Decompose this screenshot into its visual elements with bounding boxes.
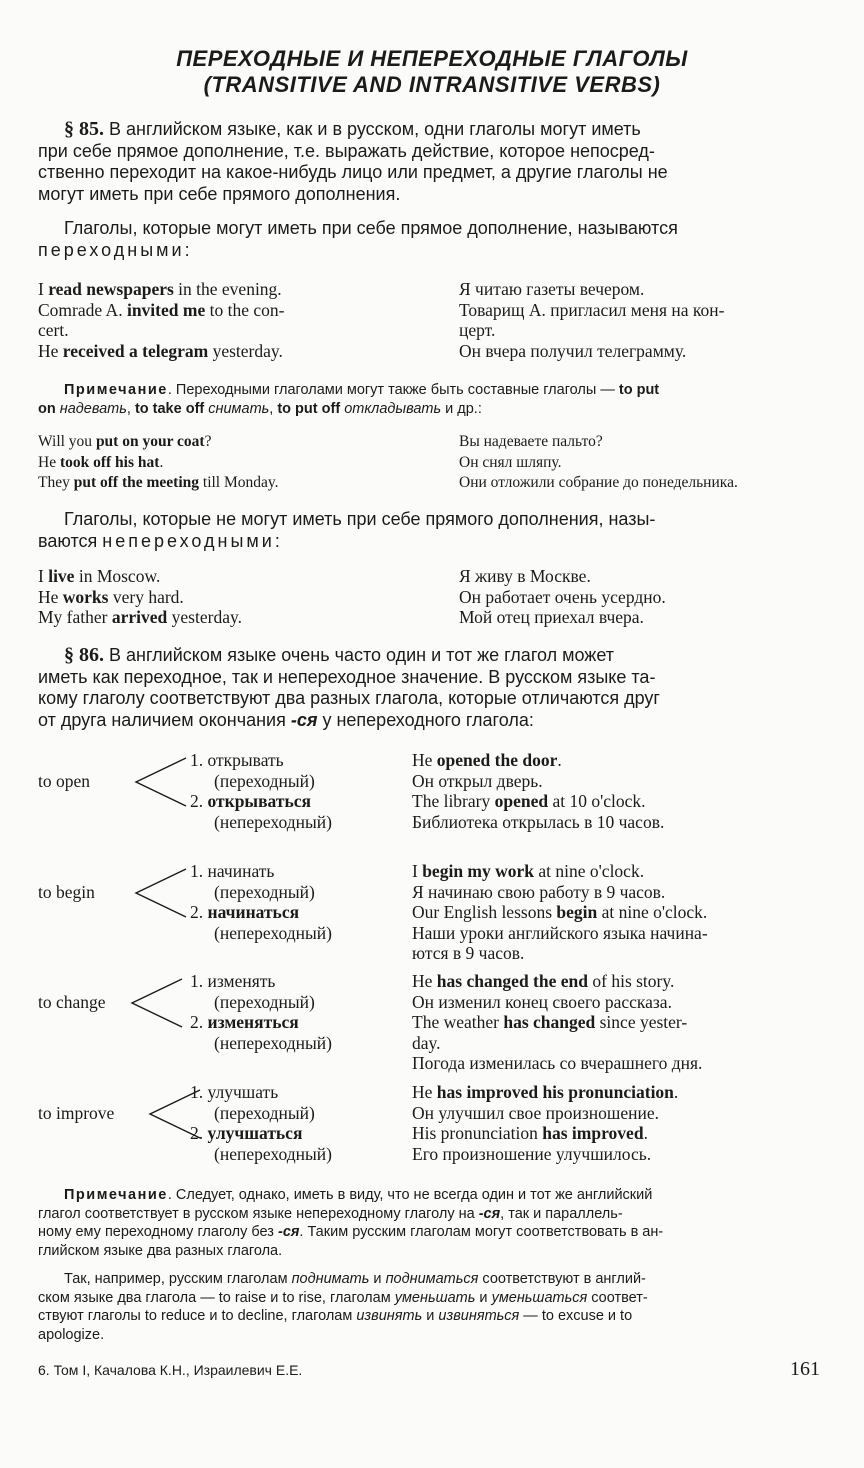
verb-meaning: 1. изменять: [190, 971, 276, 991]
example-russian: Я читаю газеты вечером.: [459, 279, 645, 299]
example-russian: Я живу в Москве.: [459, 566, 591, 586]
example-russian: Он снял шляпу.: [459, 453, 562, 471]
verb-meaning: (переходный): [214, 991, 315, 1012]
verb-meaning: 1. начинать: [190, 861, 275, 881]
verb-meaning: (переходный): [214, 881, 315, 902]
verb-meaning: (непереходный): [214, 922, 332, 943]
verb-meaning: 2. изменяться: [190, 1012, 299, 1032]
verb-example: Наши уроки английского языка начина-: [412, 922, 708, 943]
verb-example: He opened the door.: [412, 750, 562, 770]
verb-example: Our English lessons begin at nine o'clock.: [412, 902, 708, 922]
verb-meaning: 1. открывать: [190, 750, 284, 770]
verb-example: Я начинаю свою работу в 9 часов.: [412, 881, 666, 902]
verb-example: His pronunciation has improved.: [412, 1123, 648, 1143]
verb-example: He has changed the end of his story.: [412, 971, 675, 991]
verb-meaning: 2. начинаться: [190, 902, 300, 922]
verb-meaning: 2. открываться: [190, 791, 311, 811]
verb-example: ются в 9 часов.: [412, 943, 525, 963]
verb-example: The library opened at 10 o'clock.: [412, 791, 646, 811]
example-english: They put off the meeting till Monday.: [38, 474, 279, 491]
example-russian: Он вчера получил телеграмму.: [459, 340, 687, 361]
verb-example: The weather has changed since yester-: [412, 1012, 688, 1032]
example-english: I read newspapers in the evening.: [38, 279, 282, 299]
example-russian: Мой отец приехал вчера.: [459, 607, 644, 627]
verb-example: Он улучшил свое произношение.: [412, 1102, 659, 1123]
example-english: I live in Moscow.: [38, 566, 161, 586]
example-english: My father arrived yesterday.: [38, 607, 242, 627]
term-transitive: переходными:: [38, 239, 193, 260]
example-english: He took off his hat.: [38, 453, 164, 471]
example-english: He works very hard.: [38, 586, 184, 607]
verb-meaning: 2. улучшаться: [190, 1123, 303, 1143]
verb-example: I begin my work at nine o'clock.: [412, 861, 645, 881]
page-number: 161: [790, 1358, 820, 1380]
verb-meaning: (непереходный): [214, 1032, 332, 1053]
example-english: He received a telegram yesterday.: [38, 340, 283, 361]
verb-example: Его произношение улучшилось.: [412, 1143, 652, 1164]
verb-infinitive: to open: [38, 770, 91, 791]
verb-example: day.: [412, 1032, 441, 1053]
verb-infinitive: to begin: [38, 881, 95, 902]
bracket-icon: [134, 752, 194, 822]
verb-example: He has improved his pronunciation.: [412, 1082, 679, 1102]
verb-meaning: (непереходный): [214, 1143, 332, 1164]
intransitive-definition: Глаголы, которые не могут иметь при себе прямого дополнения, назы- ваются непереходными:: [38, 509, 656, 551]
heading-line-2: (TRANSITIVE AND INTRANSITIVE VERBS): [203, 72, 661, 97]
note-examples: Так, например, русским глаголам поднимать и подниматься соответствуют в англий- ском языке два глагола — to raise и to rise, глаголам уменьшать и уменьшаться соответ- ствуют глаголы to reduce и to decline, глаголам извинять и извиняться — to excuse и to apologize.: [38, 1271, 648, 1343]
verb-example: Библиотека открылась в 10 часов.: [412, 811, 665, 832]
example-russian: Они отложили собрание до понедельника.: [459, 474, 738, 491]
example-english: Comrade A. invited me to the con-: [38, 299, 285, 320]
example-russian: Товарищ А. пригласил меня на кон-: [459, 299, 725, 320]
example-english: cert.: [38, 320, 69, 340]
verb-example: Погода изменилась со вчерашнего дня.: [412, 1053, 703, 1073]
bracket-icon: [130, 973, 190, 1043]
verb-example: Он открыл дверь.: [412, 770, 543, 791]
verb-example: Он изменил конец своего рассказа.: [412, 991, 672, 1012]
bracket-icon: [134, 863, 194, 933]
term-intransitive: непереходными:: [102, 530, 283, 551]
transitive-definition: Глаголы, которые могут иметь при себе прямое дополнение, называются переходными:: [38, 218, 830, 261]
verb-meaning: (переходный): [214, 1102, 315, 1123]
verb-meaning: (переходный): [214, 770, 315, 791]
section-85-paragraph: § 85. В английском языке, как и в русском, одни глаголы могут иметь при себе прямое дополнение, т.е. выражать действие, которое непосред- ственно переходит на какое-нибудь лицо или предмет, а другие глаголы не могут иметь при себе прямого дополнения.: [38, 118, 668, 204]
verb-meaning: 1. улучшать: [190, 1082, 279, 1102]
note-suffix: Примечание. Следует, однако, иметь в виду, что не всегда один и тот же английский глагол соответствует в русском языке непереходному глаголу на -ся, так и параллель- ному ему переходному глаголу без -ся. Таким русским глаголам могут соответствовать в ан- глийском языке два разных глагола.: [38, 1187, 664, 1259]
example-russian: церт.: [459, 320, 496, 340]
section-86-paragraph: § 86. В английском языке очень часто один и тот же глагол может иметь как переходное, так и непереходное значение. В русском языке та- кому глаголу соответствуют два разных глагола, которые отличаются друг от друга наличием окончания -ся у непереходного глагола:: [38, 644, 660, 730]
verb-infinitive: to improve: [38, 1102, 115, 1123]
footer-source: 6. Том I, Качалова К.Н., Израилевич Е.Е.: [38, 1362, 303, 1378]
verb-meaning: (непереходный): [214, 811, 332, 832]
example-russian: Вы надеваете пальто?: [459, 433, 603, 450]
verb-infinitive: to change: [38, 991, 106, 1012]
example-english: Will you put on your coat?: [38, 433, 212, 450]
example-russian: Он работает очень усердно.: [459, 586, 666, 607]
note-compound-verbs: Примечание. Переходными глаголами могут также быть составные глаголы — to put on надевать, to take off снимать, to put off откладывать и др.:: [38, 382, 660, 417]
section-number: § 85.: [64, 118, 104, 140]
heading-line-1: ПЕРЕХОДНЫЕ И НЕПЕРЕХОДНЫЕ ГЛАГОЛЫ: [176, 46, 688, 71]
